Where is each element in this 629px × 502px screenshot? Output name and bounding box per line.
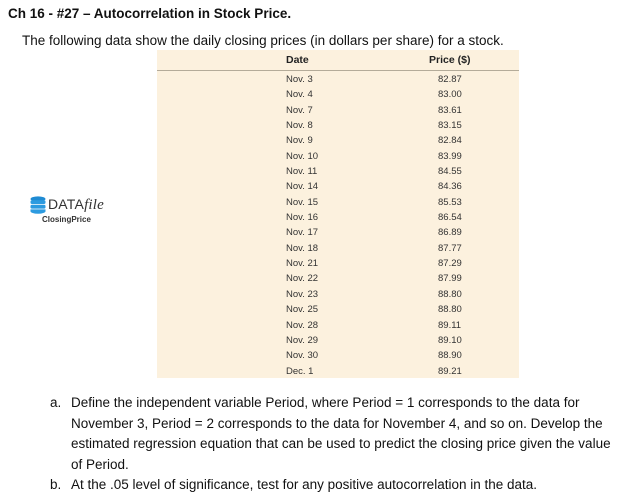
data-file-label: DATAfile [48, 196, 105, 213]
price-cell: 88.90 [438, 350, 462, 362]
table-row [157, 150, 519, 165]
problem-heading: Ch 16 - #27 – Autocorrelation in Stock Price. [8, 6, 292, 21]
question-item [50, 393, 625, 475]
intro-text: The following data show the daily closing prices (in dollars per share) for a stock. [22, 33, 504, 48]
price-cell: 85.53 [438, 196, 462, 208]
price-cell: 89.21 [438, 365, 462, 377]
question-text: At the .05 level of significance, test for any positive autocorrelation in the data. [71, 477, 538, 492]
date-cell: Nov. 23 [286, 288, 319, 300]
date-cell: Nov. 7 [286, 104, 313, 116]
price-cell: 87.77 [438, 242, 462, 254]
date-cell: Nov. 14 [286, 181, 319, 193]
table-row [157, 88, 519, 103]
table-row [157, 303, 519, 318]
table-row [157, 319, 519, 334]
price-cell: 87.29 [438, 258, 462, 270]
table-row [157, 257, 519, 272]
table-row [157, 334, 519, 349]
price-cell: 86.54 [438, 212, 462, 224]
table-row [157, 226, 519, 241]
question-text: Define the independent variable Period, where Period = 1 corresponds to the data for November 3, Period = 2 corresponds to the data for November 4, and so on. Develop the estimated regression equation that can be used to predict the closing price given the value of Period. [71, 395, 611, 472]
table-row [157, 365, 519, 380]
table-row [157, 134, 519, 149]
date-cell: Nov. 21 [286, 258, 319, 270]
date-cell: Dec. 1 [286, 365, 314, 377]
table-row [157, 73, 519, 88]
question-letter: a. [50, 395, 62, 410]
price-cell: 88.80 [438, 288, 462, 300]
question-letter: b. [50, 477, 62, 492]
date-cell: Nov. 22 [286, 273, 319, 285]
price-cell: 83.00 [438, 89, 462, 101]
table-body [157, 73, 519, 380]
table-row [157, 211, 519, 226]
price-cell: 83.61 [438, 104, 462, 116]
date-cell: Nov. 28 [286, 319, 319, 331]
table-row [157, 165, 519, 180]
table-row [157, 242, 519, 257]
table-row [157, 104, 519, 119]
closing-price-table [157, 50, 519, 378]
price-cell: 83.99 [438, 150, 462, 162]
table-row [157, 349, 519, 364]
table-header [157, 50, 519, 71]
price-cell: 89.11 [438, 319, 462, 331]
price-cell: 89.10 [438, 334, 462, 346]
data-file-badge [30, 196, 104, 224]
date-cell: Nov. 17 [286, 227, 319, 239]
date-column-header: Date [286, 54, 309, 66]
question-list [50, 393, 625, 496]
data-file-name: ClosingPrice [42, 215, 91, 224]
date-cell: Nov. 30 [286, 350, 319, 362]
date-cell: Nov. 10 [286, 150, 319, 162]
date-cell: Nov. 4 [286, 89, 313, 101]
table-row [157, 272, 519, 287]
date-cell: Nov. 16 [286, 212, 319, 224]
date-cell: Nov. 25 [286, 304, 319, 316]
database-icon [30, 196, 46, 214]
date-cell: Nov. 11 [286, 166, 318, 178]
price-cell: 83.15 [438, 120, 462, 132]
date-cell: Nov. 29 [286, 334, 319, 346]
question-item [50, 475, 625, 496]
date-cell: Nov. 8 [286, 120, 313, 132]
price-cell: 84.36 [438, 181, 462, 193]
price-cell: 82.84 [438, 135, 462, 147]
table-row [157, 180, 519, 195]
price-column-header: Price ($) [429, 54, 471, 66]
table-row [157, 119, 519, 134]
table-row [157, 196, 519, 211]
price-cell: 87.99 [438, 273, 462, 285]
price-cell: 88.80 [438, 304, 462, 316]
date-cell: Nov. 15 [286, 196, 319, 208]
date-cell: Nov. 9 [286, 135, 313, 147]
price-cell: 86.89 [438, 227, 462, 239]
date-cell: Nov. 18 [286, 242, 319, 254]
price-cell: 82.87 [438, 74, 462, 85]
table-row [157, 288, 519, 303]
date-cell: Nov. 3 [286, 74, 313, 85]
price-cell: 84.55 [438, 166, 462, 178]
